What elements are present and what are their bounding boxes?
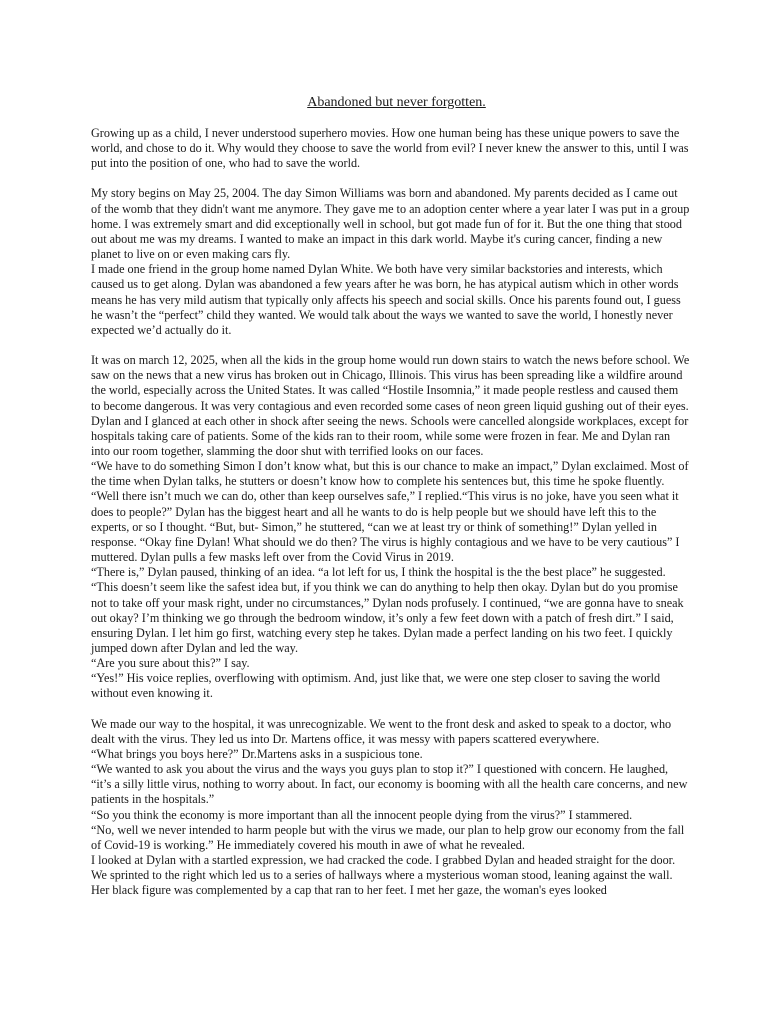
paragraph: “Are you sure about this?” I say. [91,656,250,671]
paragraph: “We wanted to ask you about the virus and the ways you guys plan to stop it?” I questioned with concern. He laughed, “it’s a silly little virus, nothing to worry about. In fact, our economy is booming with all the health care concerns, and new patients in the hospitals.” [91,762,688,807]
story-body [91,126,690,899]
paragraph: “We have to do something Simon I don’t know what, but this is our chance to make an impact,” Dylan exclaimed. Most of the time when Dylan talks, he stutters or doesn’t know how to complete his sentences but, this time he spoke fluently. [91,459,689,489]
paragraph: My story begins on May 25, 2004. The day Simon Williams was born and abandoned. My parents decided as I came out of the womb that they didn't want me anymore. They gave me to an adoption center where a year later I was put in a group home. I was extremely smart and did exceptionally well in school, but got made fun of for it. But the one thing that stood out about me was my dreams. I wanted to make an impact in this dark world. Maybe it's curing cancer, finding a new planet to live on or even making cars fly. [91,186,690,262]
paragraph: We made our way to the hospital, it was unrecognizable. We went to the front desk and asked to speak to a doctor, who dealt with the virus. They led us into Dr. Martens office, it was messy with papers scattered everywhere. [91,716,672,746]
paragraph: “There is,” Dylan paused, thinking of an idea. “a lot left for us, I think the hospital is the the best place” he suggested. [91,565,666,580]
paragraph: I looked at Dylan with a startled expression, we had cracked the code. I grabbed Dylan and headed straight for the door. We sprinted to the right which led us to a series of hallways where a mysterious woman stood, leaning against the wall. Her black figure was complemented by a cap that ran to her feet. I met her gaze, the woman's eyes looked [91,853,676,898]
paragraph: “This doesn’t seem like the safest idea but, if you think we can do anything to help then okay. Dylan but do you promise not to take off your mask right, under no circumstances,” Dylan nods profusely. I continued, “we are gonna have to sneak out okay? I’m thinking we go through the bedroom window, it’s only a few feet down with a patch of fresh dirt.” I said, ensuring Dylan. I let him go first, watching every step he takes. Dylan made a perfect landing on his two feet. I quickly jumped down after Dylan and led the way. [91,580,684,655]
paragraph: “So you think the economy is more important than all the innocent people dying from the virus?” I stammered. [91,807,633,822]
paragraph: It was on march 12, 2025, when all the kids in the group home would run down stairs to watch the news before school. We saw on the news that a new virus has broken out in Chicago, Illinois. This virus has been spreading like a wildfire around the world, especially across the United States. It was called “Hostile Insomnia,” it made people restless and caused them to become dangerous. It was very contagious and even recorded some cases of neon green liquid gushing out of their eyes. Dylan and I glanced at each other in shock after seeing the news. Schools were cancelled alongside workplaces, except for hospitals taking care of patients. Some of the kids ran to their room, while some were frozen in fear. Me and Dylan ran into our room together, slamming the door shut with terrified looks on our faces. [91,353,690,458]
paragraph: “Well there isn’t much we can do, other than keep ourselves safe,” I replied.“This virus is no joke, have you seen what it does to people?” Dylan has the biggest heart and all he wants to do is help people but we should have left this to the experts, or so I thought. “But, but- Simon,” he stuttered, “can we at least try or think of something!” Dylan yelled in response. “Okay fine Dylan! What should we do then? The virus is highly contagious and we have to be very cautious” I muttered. Dylan pulls a few masks left over from the Covid Virus in 2019. [91,489,680,565]
document-title: Abandoned but never forgotten. [307,95,486,110]
paragraph: Growing up as a child, I never understood superhero movies. How one human being has these unique powers to save the world, and chose to do it. Why would they choose to save the world from evil? I never knew the answer to this, until I was put into the position of one, who had to save the world. [91,126,689,171]
paragraph: I made one friend in the group home named Dylan White. We both have very similar backstories and interests, which caused us to get along. Dylan was abandoned a few years after he was born, he has atypical autism which in other words means he has very mild autism that typically only affects his speech and social skills. Once his parents found out, I guess he wasn’t the “perfect” child they wanted. We would talk about the ways we wanted to save the world, I honestly never expected we’d actually do it. [91,262,681,337]
paragraph: “No, well we never intended to harm people but with the virus we made, our plan to help grow our economy from the fall of Covid-19 is working.” He immediately covered his mouth in awe of what he revealed. [91,822,685,852]
paragraph: “Yes!” His voice replies, overflowing with optimism. And, just like that, we were one step closer to saving the world without even knowing it. [91,671,661,701]
paragraph: “What brings you boys here?” Dr.Martens asks in a suspicious tone. [91,746,423,761]
